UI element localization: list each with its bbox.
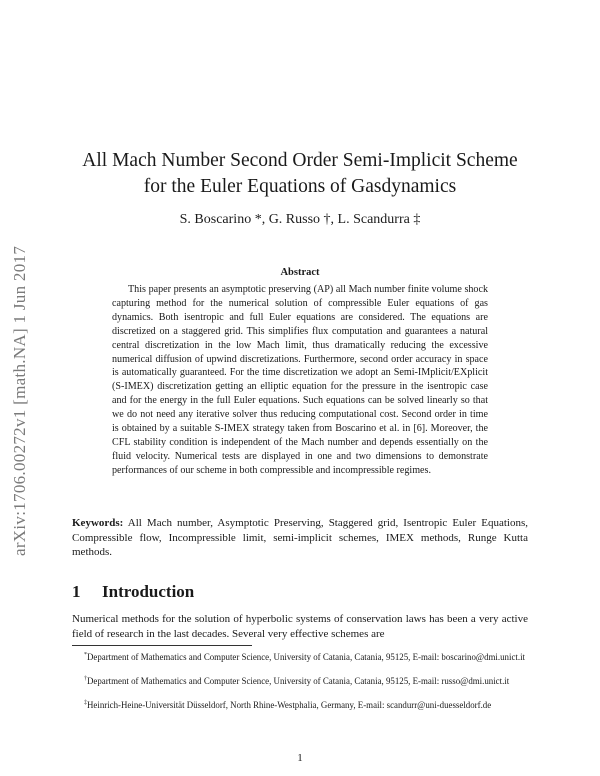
footnote-text: Heinrich-Heine-Universität Düsseldorf, North Rhine-Westphalia, Germany, E-mail: scandurr@uni-duesseldorf.de <box>87 699 492 710</box>
footnote-mark: * <box>84 652 87 658</box>
abstract-body: This paper presents an asymptotic preserving (AP) all Mach number finite volume shock capturing method for the numerical solution of compressible Euler equations of gas dynamics. Both isentropic and full Euler equations are considered. The equations are discretized on a staggered grid. This simplifies flux computation and guarantees a natural central discretization in the low Mach limit, thus dramatically reducing the excessive numerical diffusion of upwind discretizations. Furthermore, second order accuracy in space is automatically guaranteed. For the time discretization we adopt an Semi-IMplicit/EXplicit (S-IMEX) discretization getting an elliptic equation for the pressure in the isentropic case and for the energy in the full Euler equations. Such equations can be solved linearly so that we do not need any iterative solver thus reducing computational cost. Second order in time is obtained by a suitable S-IMEX strategy taken from Boscarino et al. in [6]. Moreover, the CFL stability condition is independent of the Mach number and depends essentially on the fluid velocity. Numerical tests are displayed in one and two dimensions to demonstrate performances of our scheme in both compressible and incompressible regimes. <box>112 284 488 476</box>
section-heading <box>72 582 194 602</box>
paper-title-line-1: All Mach Number Second Order Semi-Implicit Scheme <box>82 150 518 171</box>
footnote <box>72 674 528 687</box>
footnote-text: Department of Mathematics and Computer Science, University of Catania, Catania, 95125, E-mail: boscarino@dmi.unict.it <box>87 651 526 662</box>
keywords-text: All Mach number, Asymptotic Preserving, Staggered grid, Isentropic Euler Equations, Compressible flow, Incompressible limit, semi-implicit schemes, IMEX methods, Runge Kutta methods. <box>72 517 528 558</box>
keywords-label: Keywords: <box>72 517 124 529</box>
author-list: S. Boscarino *, G. Russo †, L. Scandurra ‡ <box>179 212 421 227</box>
footnote-text: Department of Mathematics and Computer Science, University of Catania, Catania, 95125, E-mail: russo@dmi.unict.it <box>87 675 510 686</box>
abstract-heading: Abstract <box>280 267 320 278</box>
section-number: 1 <box>72 582 81 601</box>
footnote <box>72 698 528 711</box>
page-number: 1 <box>297 752 303 764</box>
section-title: Introduction <box>102 582 195 601</box>
keywords-paragraph <box>72 516 528 560</box>
footnote <box>72 650 528 663</box>
footnote-mark: ‡ <box>84 700 87 706</box>
intro-paragraph: Numerical methods for the solution of hyperbolic systems of conservation laws has been a very active field of research in the last decades. Several very effective schemes are <box>72 613 528 640</box>
paper-title-line-2: for the Euler Equations of Gasdynamics <box>143 176 457 197</box>
footnote-rule <box>72 645 252 646</box>
footnote-mark: † <box>84 676 87 682</box>
